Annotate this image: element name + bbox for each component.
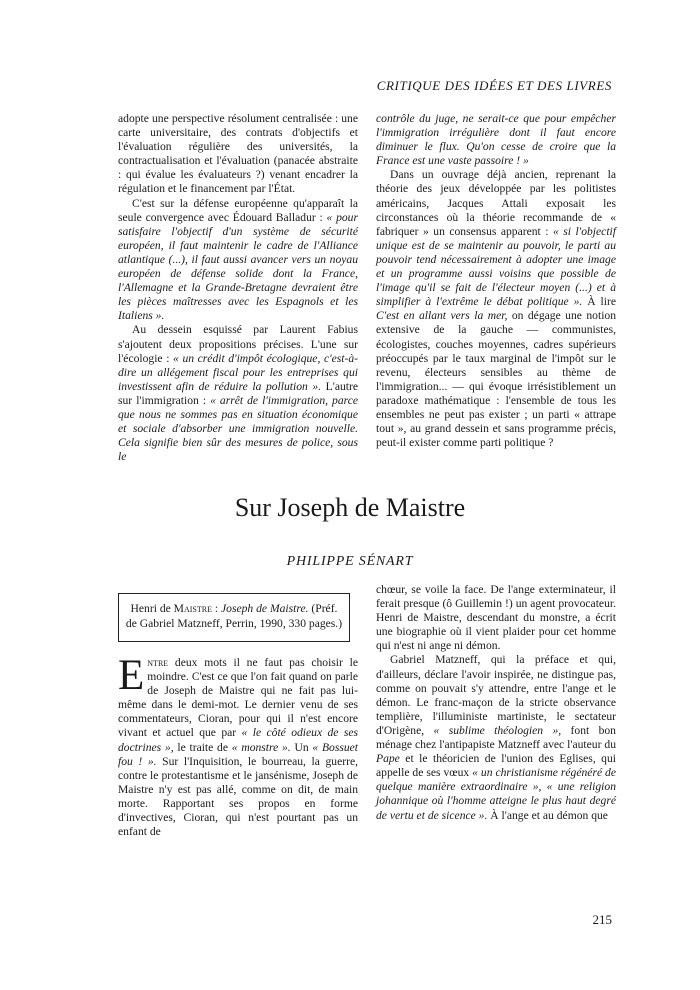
- text-run: Henri de: [130, 602, 174, 615]
- italic-text: « sublime théologien »,: [433, 723, 562, 737]
- top-right-column: [376, 112, 616, 450]
- text-run: Un: [290, 740, 313, 754]
- text-run: :: [211, 602, 222, 615]
- text-run: chœur, se voile la face. De l'ange exterminateur, il ferait presque (ô Guillemin !) un agent provocateur. Henri de Maistre, descendant du monstre, a écrit une biographie où il vient plaider pour cet homme qui n'est ni ange ni démon.: [376, 583, 616, 653]
- paragraph: [118, 197, 358, 324]
- paragraph: [118, 323, 358, 464]
- text-run: adopte une perspective résolument centralisée : une carte universitaire, des contrats d'objectifs et l'évaluation régulière des universités, la contractualisation et l'évaluation (panacée abstraite : qui évalue les évaluateurs ?) venant encadrer la régulation et le financement par l'État.: [118, 112, 358, 196]
- text-run: L'autre sur l'immigration :: [118, 379, 358, 407]
- top-left-column: [118, 112, 358, 464]
- bottom-left-column: [118, 652, 359, 839]
- text-run: À lire: [582, 295, 616, 309]
- text-run: ntre: [147, 656, 169, 669]
- text-run: Au dessein esquissé par Laurent Fabius s'ajoutent deux propositions précises. L'une sur l'écologie :: [118, 323, 358, 365]
- italic-text: « un christianisme régénéré de quelque manière extraordinaire », « une religion johannique où l'homme atteigne le plus haut degré de vertu et de sicence ».: [376, 766, 616, 822]
- running-header: CRITIQUE DES IDÉES ET DES LIVRES: [376, 78, 612, 93]
- text-run: on dégage une notion extensive de la gauche — communistes, écologistes, couches moyennes, cadres supérieurs préoccupés par le taux marginal de l'impôt sur le revenu, électeurs sensibles au thème de l'immigration... — qui évoque irrésistiblement un paradoxe mathématique : l'ensemble de tous les ensembles ne peut pas exister ; un parti « attrape tout », au grand dessein et sans programme précis, peut-il exister comme parti politique ?: [376, 309, 617, 450]
- text-run: Dans un ouvrage déjà ancien, reprenant la théorie des jeux développée par les politistes américains, Jacques Attali exposait les circonstances où la théorie recommande de « fabriquer » un consensus apparent :: [376, 168, 616, 238]
- italic-text: Joseph de Maistre.: [221, 602, 309, 615]
- paragraph: [376, 653, 616, 822]
- text-run: À l'ange et au démon que: [487, 808, 608, 822]
- text-run: C'est sur la défense européenne qu'apparaît la seule convergence avec Édouard Balladur :: [118, 196, 358, 224]
- page-number: 215: [592, 912, 612, 927]
- italic-text: « pour satisfaire l'objectif d'un système de sécurité européen, il faut maintenir le cadre de l'Alliance atlantique (...), il faut aussi avancer vers un noyau européen de défense solide dont la France, l'Allemagne et la Grande-Bretagne devraient être les pièces maîtresses avec les Espagnols et les Italiens ».: [118, 210, 358, 323]
- text-run: le traite de: [173, 740, 232, 754]
- paragraph: [118, 112, 358, 197]
- paragraph: [376, 168, 616, 450]
- text-run: deux mots il ne faut pas choisir le moindre. C'est ce que l'on fait quand on parle de Joseph de Maistre qui ne fait pas lui-même dans le demi-mot. Le dernier venu de ses commentateurs, Cioran, pour qui il n'est encore vivant et actuel que par: [118, 656, 358, 740]
- italic-text: « arrêt de l'immigration, parce que nous ne sommes pas en situation économique et sociale d'absorber une immigration nouvelle. Cela signifie bien sûr des mesures de police, sous le: [118, 393, 359, 464]
- article-title: Sur Joseph de Maistre: [234, 493, 466, 522]
- paragraph: [376, 112, 616, 168]
- book-reference-box: [118, 593, 350, 642]
- paragraph: [376, 583, 616, 653]
- italic-text: Pape: [376, 752, 400, 766]
- article-author: PHILIPPE SÉNART: [286, 554, 414, 569]
- text-run: et le théoricien de l'union des Eglises, qui appelle de ses vœux: [376, 752, 616, 780]
- italic-text: contrôle du juge, ne serait-ce que pour empêcher l'immigration irrégulière dont il faut encore diminuer le flux. Qu'on cesse de croire que la France est une vaste passoire ! »: [376, 112, 616, 168]
- text-run: font bon ménage chez l'antipapiste Matzneff avec l'auteur du: [376, 723, 616, 752]
- text-run: Sur l'Inquisition, le bourreau, la guerre, contre le protestantisme et le jansénisme, Joseph de Maistre n'y est pas allé, comme on dit, de main morte. Rapportant ses propos en forme d'invectives, Cioran, qui n'est pourtant pas un enfant de: [118, 754, 358, 839]
- text-run: Gabriel Matzneff, qui la préface et qui, d'ailleurs, déclare l'avoir inspirée, ne distingue pas, comme on pouvait s'y attendre, entre l'ange et le démon. Le franc-maçon de la stricte observance templière, l'illuministe martiniste, le sectateur d'Origène,: [376, 653, 616, 737]
- paragraph: [118, 652, 359, 839]
- italic-text: C'est en allant vers la mer,: [376, 309, 508, 323]
- italic-text: « si l'objectif unique est de se maintenir au pouvoir, le parti au pouvoir tend nécessairement à adopter une image et un programme aussi voisins que possible de l'image qu'il se fait de l'électeur moyen (...) et à simplifier à l'extrême le débat politique ».: [376, 224, 616, 309]
- text-run: (Préf. de Gabriel Matzneff, Perrin, 1990, 330 pages.): [125, 602, 343, 630]
- italic-text: « Bossuet fou ! ».: [118, 740, 359, 768]
- italic-text: « le côté odieux de ses doctrines »,: [118, 726, 359, 754]
- text-run: Maistre: [173, 602, 212, 615]
- italic-text: « monstre ».: [231, 740, 291, 754]
- italic-text: « un crédit d'impôt écologique, c'est-à-dire un allégement fiscal pour les entreprises qui investissent afin de réduire la pollution ».: [118, 351, 358, 393]
- drop-cap: E: [118, 652, 145, 699]
- bottom-right-column: [376, 583, 616, 823]
